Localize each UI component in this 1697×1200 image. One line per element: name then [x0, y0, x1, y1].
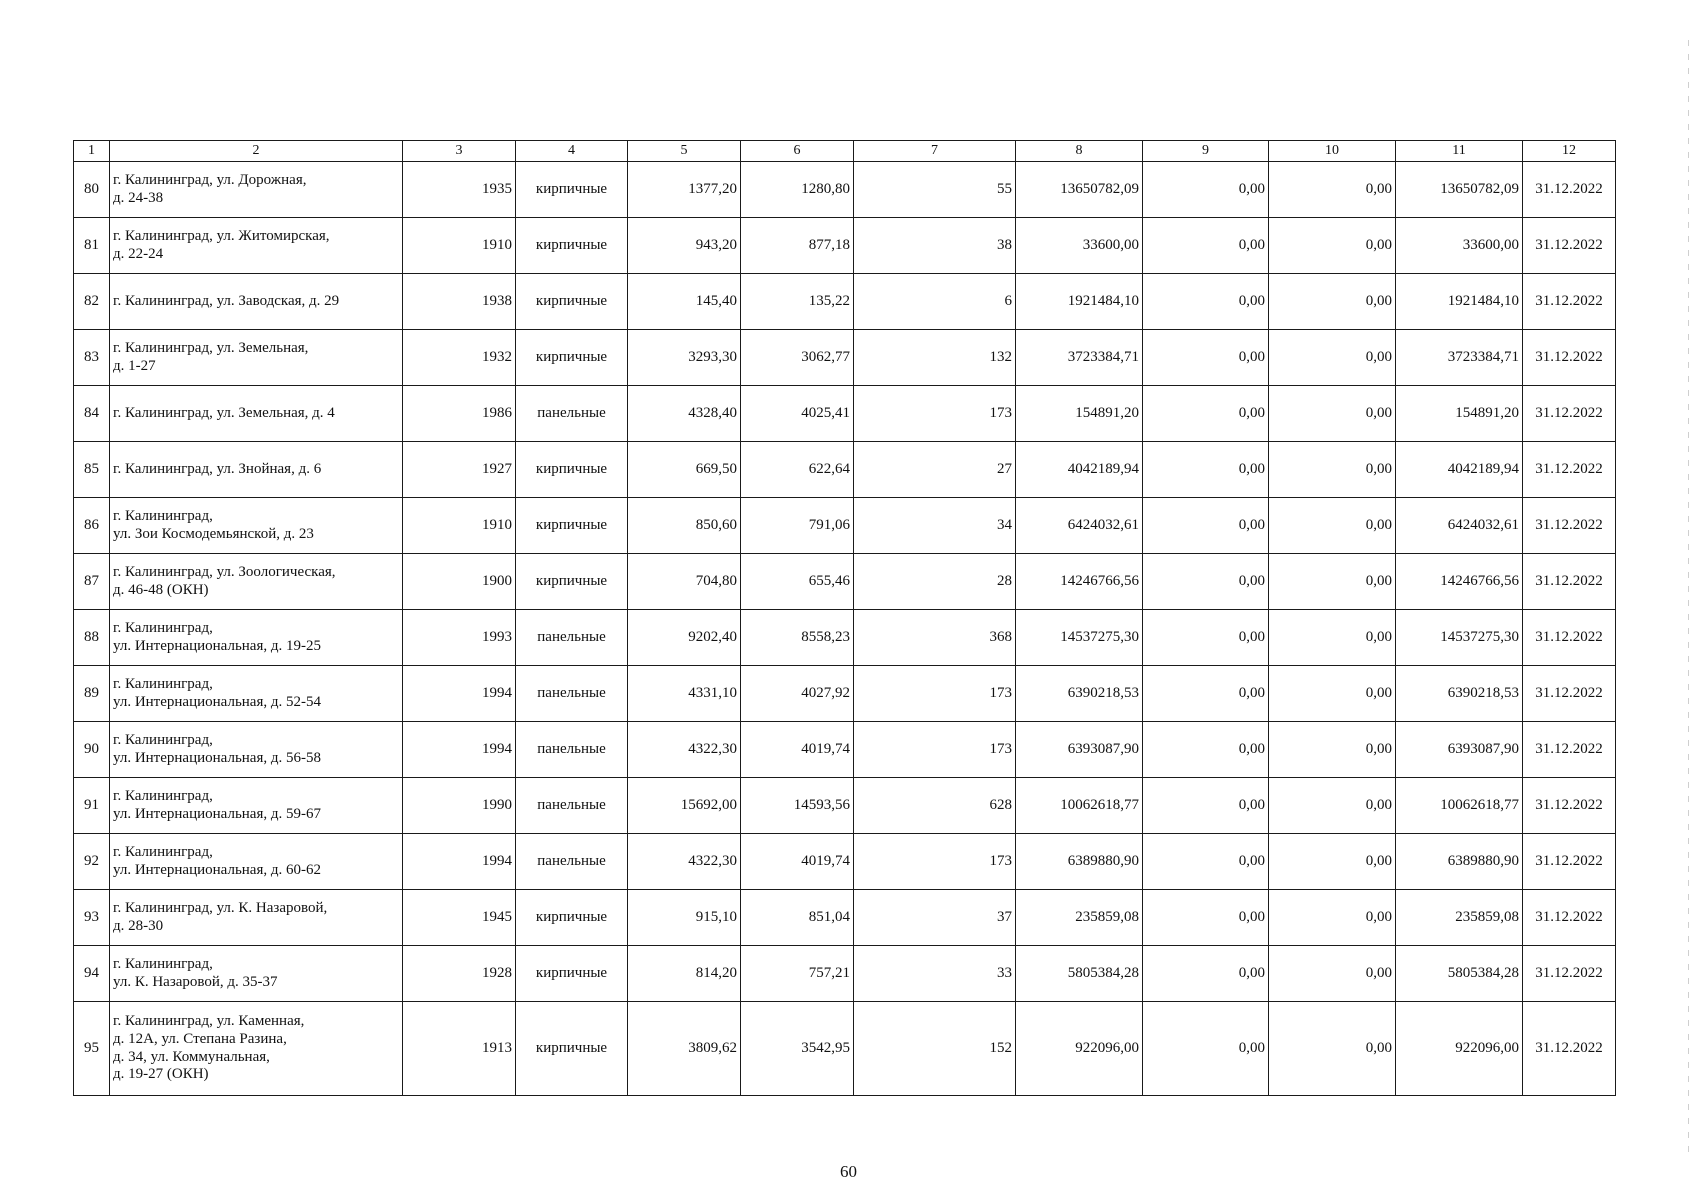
completion-date-cell: 31.12.2022	[1523, 946, 1616, 1002]
column-header: 9	[1143, 141, 1269, 162]
total-area-cell: 814,20	[628, 946, 741, 1002]
cost-owners-cell: 14537275,30	[1396, 610, 1523, 666]
cost-budget-cell: 0,00	[1269, 666, 1396, 722]
cost-fund-cell: 0,00	[1143, 666, 1269, 722]
cost-budget-cell: 0,00	[1269, 498, 1396, 554]
residents-cell: 173	[854, 722, 1016, 778]
year-cell: 1993	[403, 610, 516, 666]
living-area-cell: 3542,95	[741, 1002, 854, 1096]
cost-fund-cell: 0,00	[1143, 834, 1269, 890]
row-number-cell: 90	[74, 722, 110, 778]
wall-material-cell: кирпичные	[516, 274, 628, 330]
year-cell: 1994	[403, 666, 516, 722]
row-number-cell: 80	[74, 162, 110, 218]
living-area-cell: 851,04	[741, 890, 854, 946]
row-number-cell: 82	[74, 274, 110, 330]
wall-material-cell: кирпичные	[516, 162, 628, 218]
cost-owners-cell: 14246766,56	[1396, 554, 1523, 610]
column-header: 4	[516, 141, 628, 162]
wall-material-cell: панельные	[516, 610, 628, 666]
row-number-cell: 84	[74, 386, 110, 442]
address-cell: г. Калининград, ул. Дорожная, д. 24-38	[110, 162, 403, 218]
row-number-cell: 85	[74, 442, 110, 498]
living-area-cell: 791,06	[741, 498, 854, 554]
completion-date-cell: 31.12.2022	[1523, 442, 1616, 498]
row-number-cell: 83	[74, 330, 110, 386]
residents-cell: 27	[854, 442, 1016, 498]
cost-owners-cell: 13650782,09	[1396, 162, 1523, 218]
row-number-cell: 91	[74, 778, 110, 834]
wall-material-cell: кирпичные	[516, 218, 628, 274]
cost-owners-cell: 3723384,71	[1396, 330, 1523, 386]
living-area-cell: 3062,77	[741, 330, 854, 386]
year-cell: 1990	[403, 778, 516, 834]
address-cell: г. Калининград, ул. Каменная, д. 12А, ул. Степана Разина, д. 34, ул. Коммунальная, д. 19-27 (ОКН)	[110, 1002, 403, 1096]
year-cell: 1986	[403, 386, 516, 442]
cost-fund-cell: 0,00	[1143, 554, 1269, 610]
address-cell: г. Калининград, ул. Интернациональная, д. 59-67	[110, 778, 403, 834]
total-area-cell: 704,80	[628, 554, 741, 610]
year-cell: 1994	[403, 834, 516, 890]
wall-material-cell: панельные	[516, 722, 628, 778]
year-cell: 1938	[403, 274, 516, 330]
column-header: 10	[1269, 141, 1396, 162]
wall-material-cell: кирпичные	[516, 1002, 628, 1096]
row-number-cell: 87	[74, 554, 110, 610]
total-area-cell: 3809,62	[628, 1002, 741, 1096]
year-cell: 1928	[403, 946, 516, 1002]
living-area-cell: 4019,74	[741, 722, 854, 778]
completion-date-cell: 31.12.2022	[1523, 498, 1616, 554]
table-row	[74, 778, 1616, 834]
total-area-cell: 1377,20	[628, 162, 741, 218]
living-area-cell: 655,46	[741, 554, 854, 610]
wall-material-cell: кирпичные	[516, 946, 628, 1002]
column-header: 7	[854, 141, 1016, 162]
total-cost-cell: 235859,08	[1016, 890, 1143, 946]
total-cost-cell: 6390218,53	[1016, 666, 1143, 722]
residents-cell: 38	[854, 218, 1016, 274]
total-cost-cell: 154891,20	[1016, 386, 1143, 442]
total-cost-cell: 13650782,09	[1016, 162, 1143, 218]
living-area-cell: 4019,74	[741, 834, 854, 890]
table-row	[74, 610, 1616, 666]
living-area-cell: 4027,92	[741, 666, 854, 722]
cost-budget-cell: 0,00	[1269, 442, 1396, 498]
scan-edge-line	[1688, 40, 1689, 1160]
table-header-row	[74, 141, 1616, 162]
cost-fund-cell: 0,00	[1143, 946, 1269, 1002]
completion-date-cell: 31.12.2022	[1523, 1002, 1616, 1096]
total-area-cell: 145,40	[628, 274, 741, 330]
cost-budget-cell: 0,00	[1269, 722, 1396, 778]
cost-owners-cell: 33600,00	[1396, 218, 1523, 274]
cost-fund-cell: 0,00	[1143, 890, 1269, 946]
address-cell: г. Калининград, ул. Житомирская, д. 22-24	[110, 218, 403, 274]
address-cell: г. Калининград, ул. Интернациональная, д. 56-58	[110, 722, 403, 778]
year-cell: 1994	[403, 722, 516, 778]
total-cost-cell: 1921484,10	[1016, 274, 1143, 330]
cost-owners-cell: 154891,20	[1396, 386, 1523, 442]
living-area-cell: 1280,80	[741, 162, 854, 218]
residents-cell: 628	[854, 778, 1016, 834]
cost-budget-cell: 0,00	[1269, 554, 1396, 610]
year-cell: 1945	[403, 890, 516, 946]
total-area-cell: 4331,10	[628, 666, 741, 722]
residents-cell: 152	[854, 1002, 1016, 1096]
wall-material-cell: кирпичные	[516, 554, 628, 610]
cost-fund-cell: 0,00	[1143, 610, 1269, 666]
address-cell: г. Калининград, ул. Зоологическая, д. 46-48 (ОКН)	[110, 554, 403, 610]
total-cost-cell: 5805384,28	[1016, 946, 1143, 1002]
cost-budget-cell: 0,00	[1269, 610, 1396, 666]
year-cell: 1935	[403, 162, 516, 218]
residents-cell: 33	[854, 946, 1016, 1002]
table-row	[74, 218, 1616, 274]
total-cost-cell: 922096,00	[1016, 1002, 1143, 1096]
cost-budget-cell: 0,00	[1269, 330, 1396, 386]
address-cell: г. Калининград, ул. Заводская, д. 29	[110, 274, 403, 330]
total-area-cell: 4322,30	[628, 834, 741, 890]
residents-cell: 173	[854, 834, 1016, 890]
table-row	[74, 946, 1616, 1002]
year-cell: 1913	[403, 1002, 516, 1096]
completion-date-cell: 31.12.2022	[1523, 554, 1616, 610]
total-area-cell: 15692,00	[628, 778, 741, 834]
table-row	[74, 162, 1616, 218]
total-cost-cell: 6424032,61	[1016, 498, 1143, 554]
year-cell: 1932	[403, 330, 516, 386]
year-cell: 1927	[403, 442, 516, 498]
residents-cell: 6	[854, 274, 1016, 330]
table-row	[74, 442, 1616, 498]
cost-budget-cell: 0,00	[1269, 274, 1396, 330]
living-area-cell: 877,18	[741, 218, 854, 274]
completion-date-cell: 31.12.2022	[1523, 330, 1616, 386]
page-number: 60	[840, 1162, 857, 1181]
completion-date-cell: 31.12.2022	[1523, 778, 1616, 834]
year-cell: 1910	[403, 218, 516, 274]
total-area-cell: 3293,30	[628, 330, 741, 386]
total-cost-cell: 33600,00	[1016, 218, 1143, 274]
wall-material-cell: панельные	[516, 834, 628, 890]
living-area-cell: 4025,41	[741, 386, 854, 442]
cost-owners-cell: 922096,00	[1396, 1002, 1523, 1096]
year-cell: 1910	[403, 498, 516, 554]
residents-cell: 368	[854, 610, 1016, 666]
completion-date-cell: 31.12.2022	[1523, 722, 1616, 778]
row-number-cell: 89	[74, 666, 110, 722]
cost-budget-cell: 0,00	[1269, 946, 1396, 1002]
cost-owners-cell: 10062618,77	[1396, 778, 1523, 834]
completion-date-cell: 31.12.2022	[1523, 274, 1616, 330]
completion-date-cell: 31.12.2022	[1523, 218, 1616, 274]
address-cell: г. Калининград, ул. Зои Космодемьянской, д. 23	[110, 498, 403, 554]
address-cell: г. Калининград, ул. К. Назаровой, д. 35-37	[110, 946, 403, 1002]
address-cell: г. Калининград, ул. К. Назаровой, д. 28-30	[110, 890, 403, 946]
column-header: 12	[1523, 141, 1616, 162]
address-cell: г. Калининград, ул. Знойная, д. 6	[110, 442, 403, 498]
completion-date-cell: 31.12.2022	[1523, 834, 1616, 890]
column-header: 6	[741, 141, 854, 162]
cost-fund-cell: 0,00	[1143, 1002, 1269, 1096]
address-cell: г. Калининград, ул. Интернациональная, д. 19-25	[110, 610, 403, 666]
cost-owners-cell: 1921484,10	[1396, 274, 1523, 330]
row-number-cell: 86	[74, 498, 110, 554]
cost-owners-cell: 6393087,90	[1396, 722, 1523, 778]
row-number-cell: 95	[74, 1002, 110, 1096]
cost-budget-cell: 0,00	[1269, 778, 1396, 834]
completion-date-cell: 31.12.2022	[1523, 610, 1616, 666]
wall-material-cell: панельные	[516, 666, 628, 722]
cost-fund-cell: 0,00	[1143, 722, 1269, 778]
total-area-cell: 9202,40	[628, 610, 741, 666]
total-cost-cell: 10062618,77	[1016, 778, 1143, 834]
living-area-cell: 622,64	[741, 442, 854, 498]
completion-date-cell: 31.12.2022	[1523, 890, 1616, 946]
total-cost-cell: 14537275,30	[1016, 610, 1143, 666]
total-cost-cell: 6393087,90	[1016, 722, 1143, 778]
residents-cell: 37	[854, 890, 1016, 946]
total-area-cell: 943,20	[628, 218, 741, 274]
table-row	[74, 834, 1616, 890]
table-row	[74, 498, 1616, 554]
total-cost-cell: 4042189,94	[1016, 442, 1143, 498]
address-cell: г. Калининград, ул. Земельная, д. 4	[110, 386, 403, 442]
total-cost-cell: 3723384,71	[1016, 330, 1143, 386]
table-row	[74, 1002, 1616, 1096]
column-header: 1	[74, 141, 110, 162]
living-area-cell: 14593,56	[741, 778, 854, 834]
residents-cell: 173	[854, 666, 1016, 722]
total-area-cell: 4322,30	[628, 722, 741, 778]
cost-fund-cell: 0,00	[1143, 218, 1269, 274]
address-cell: г. Калининград, ул. Интернациональная, д. 52-54	[110, 666, 403, 722]
year-cell: 1900	[403, 554, 516, 610]
cost-budget-cell: 0,00	[1269, 834, 1396, 890]
cost-fund-cell: 0,00	[1143, 330, 1269, 386]
living-area-cell: 135,22	[741, 274, 854, 330]
table-body	[74, 162, 1616, 1096]
row-number-cell: 88	[74, 610, 110, 666]
total-area-cell: 915,10	[628, 890, 741, 946]
cost-fund-cell: 0,00	[1143, 442, 1269, 498]
total-area-cell: 850,60	[628, 498, 741, 554]
table-row	[74, 330, 1616, 386]
total-cost-cell: 14246766,56	[1016, 554, 1143, 610]
table-row	[74, 554, 1616, 610]
row-number-cell: 93	[74, 890, 110, 946]
column-header: 11	[1396, 141, 1523, 162]
completion-date-cell: 31.12.2022	[1523, 162, 1616, 218]
cost-fund-cell: 0,00	[1143, 498, 1269, 554]
table-row	[74, 666, 1616, 722]
column-header: 5	[628, 141, 741, 162]
wall-material-cell: кирпичные	[516, 498, 628, 554]
column-header: 8	[1016, 141, 1143, 162]
total-area-cell: 4328,40	[628, 386, 741, 442]
cost-fund-cell: 0,00	[1143, 386, 1269, 442]
cost-owners-cell: 235859,08	[1396, 890, 1523, 946]
cost-budget-cell: 0,00	[1269, 218, 1396, 274]
completion-date-cell: 31.12.2022	[1523, 666, 1616, 722]
completion-date-cell: 31.12.2022	[1523, 386, 1616, 442]
cost-budget-cell: 0,00	[1269, 386, 1396, 442]
cost-budget-cell: 0,00	[1269, 162, 1396, 218]
residents-cell: 55	[854, 162, 1016, 218]
row-number-cell: 81	[74, 218, 110, 274]
residents-cell: 28	[854, 554, 1016, 610]
houses-table	[73, 140, 1616, 1096]
living-area-cell: 757,21	[741, 946, 854, 1002]
residents-cell: 173	[854, 386, 1016, 442]
column-header: 2	[110, 141, 403, 162]
cost-fund-cell: 0,00	[1143, 778, 1269, 834]
living-area-cell: 8558,23	[741, 610, 854, 666]
cost-owners-cell: 6389880,90	[1396, 834, 1523, 890]
cost-owners-cell: 6424032,61	[1396, 498, 1523, 554]
residents-cell: 132	[854, 330, 1016, 386]
cost-owners-cell: 6390218,53	[1396, 666, 1523, 722]
column-header: 3	[403, 141, 516, 162]
cost-owners-cell: 5805384,28	[1396, 946, 1523, 1002]
wall-material-cell: кирпичные	[516, 890, 628, 946]
row-number-cell: 92	[74, 834, 110, 890]
row-number-cell: 94	[74, 946, 110, 1002]
total-cost-cell: 6389880,90	[1016, 834, 1143, 890]
cost-budget-cell: 0,00	[1269, 890, 1396, 946]
cost-owners-cell: 4042189,94	[1396, 442, 1523, 498]
address-cell: г. Калининград, ул. Интернациональная, д. 60-62	[110, 834, 403, 890]
table-row	[74, 386, 1616, 442]
table-row	[74, 722, 1616, 778]
residents-cell: 34	[854, 498, 1016, 554]
cost-budget-cell: 0,00	[1269, 1002, 1396, 1096]
wall-material-cell: кирпичные	[516, 330, 628, 386]
table-row	[74, 274, 1616, 330]
wall-material-cell: кирпичные	[516, 442, 628, 498]
cost-fund-cell: 0,00	[1143, 274, 1269, 330]
total-area-cell: 669,50	[628, 442, 741, 498]
wall-material-cell: панельные	[516, 778, 628, 834]
cost-fund-cell: 0,00	[1143, 162, 1269, 218]
table-row	[74, 890, 1616, 946]
wall-material-cell: панельные	[516, 386, 628, 442]
address-cell: г. Калининград, ул. Земельная, д. 1-27	[110, 330, 403, 386]
